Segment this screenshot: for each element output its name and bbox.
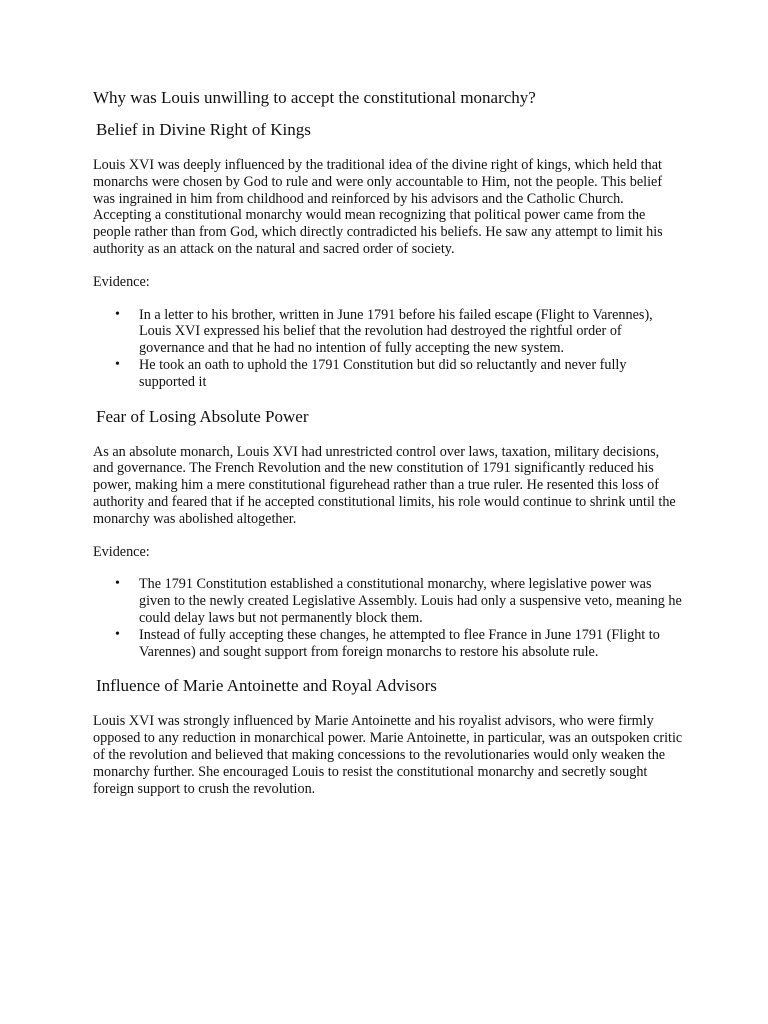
section-heading: Belief in Divine Right of Kings	[96, 120, 311, 139]
list-item	[93, 576, 683, 626]
evidence-list	[93, 307, 683, 391]
bullet-icon: •	[115, 576, 120, 592]
list-item-text: Instead of fully accepting these changes, he attempted to flee France in June 1791 (Flight to Varennes) and sought support from foreign monarchs to restore his absolute rule.	[139, 626, 660, 660]
list-item-text: In a letter to his brother, written in June 1791 before his failed escape (Flight to Varennes), Louis XVI expressed his belief that the revolution had destroyed the rightful order of governance and that he had no intention of fully accepting the new system.	[139, 306, 653, 357]
list-item-text: The 1791 Constitution established a constitutional monarchy, where legislative power was given to the newly created Legislative Assembly. Louis had only a suspensive veto, meaning he could delay laws but not permanently block them.	[139, 576, 682, 626]
evidence-label: Evidence:	[93, 543, 150, 560]
list-item	[93, 627, 683, 661]
section-marie-antoinette	[93, 675, 683, 797]
section-heading: Influence of Marie Antoinette and Royal Advisors	[96, 676, 437, 696]
bullet-icon: •	[115, 306, 120, 322]
list-item	[93, 307, 683, 357]
document-page	[93, 87, 683, 813]
section-heading: Fear of Losing Absolute Power	[96, 406, 309, 426]
bullet-icon: •	[115, 356, 120, 372]
list-item-text: He took an oath to uphold the 1791 Constitution but did so reluctantly and never fully supported it	[139, 356, 627, 390]
section-paragraph: Louis XVI was deeply influenced by the traditional idea of the divine right of kings, which held that monarchs were chosen by God to rule and were only accountable to Him, not the people. This belief was ingrained in him from childhood and reinforced by his advisors and the Catholic Church. Accepting a constitutional monarchy would mean recognizing that political power came from the people rather than from God, which directly contradicted his beliefs. He saw any attempt to limit his authority as an attack on the natural and sacred order of society.	[93, 157, 663, 257]
document-title: Why was Louis unwilling to accept the constitutional monarchy?	[93, 88, 536, 107]
section-paragraph: As an absolute monarch, Louis XVI had unrestricted control over laws, taxation, military decisions, and governance. The French Revolution and the new constitution of 1791 significantly reduced his power, making him a mere constitutional figurehead rather than a true ruler. He resented this loss of authority and feared that if he accepted constitutional limits, his role would continue to shrink until the monarchy was abolished altogether.	[93, 443, 676, 527]
section-absolute-power	[93, 406, 683, 661]
bullet-icon: •	[115, 626, 120, 642]
list-item	[93, 357, 683, 391]
section-paragraph: Louis XVI was strongly influenced by Marie Antoinette and his royalist advisors, who were firmly opposed to any reduction in monarchical power. Marie Antoinette, in particular, was an outspoken critic of the revolution and believed that making concessions to the revolutionaries would only weaken the monarchy further. She encouraged Louis to resist the constitutional monarchy and secretly sought foreign support to crush the revolution.	[93, 713, 683, 797]
evidence-label: Evidence:	[93, 273, 150, 290]
evidence-list	[93, 576, 683, 660]
section-divine-right	[93, 119, 683, 391]
